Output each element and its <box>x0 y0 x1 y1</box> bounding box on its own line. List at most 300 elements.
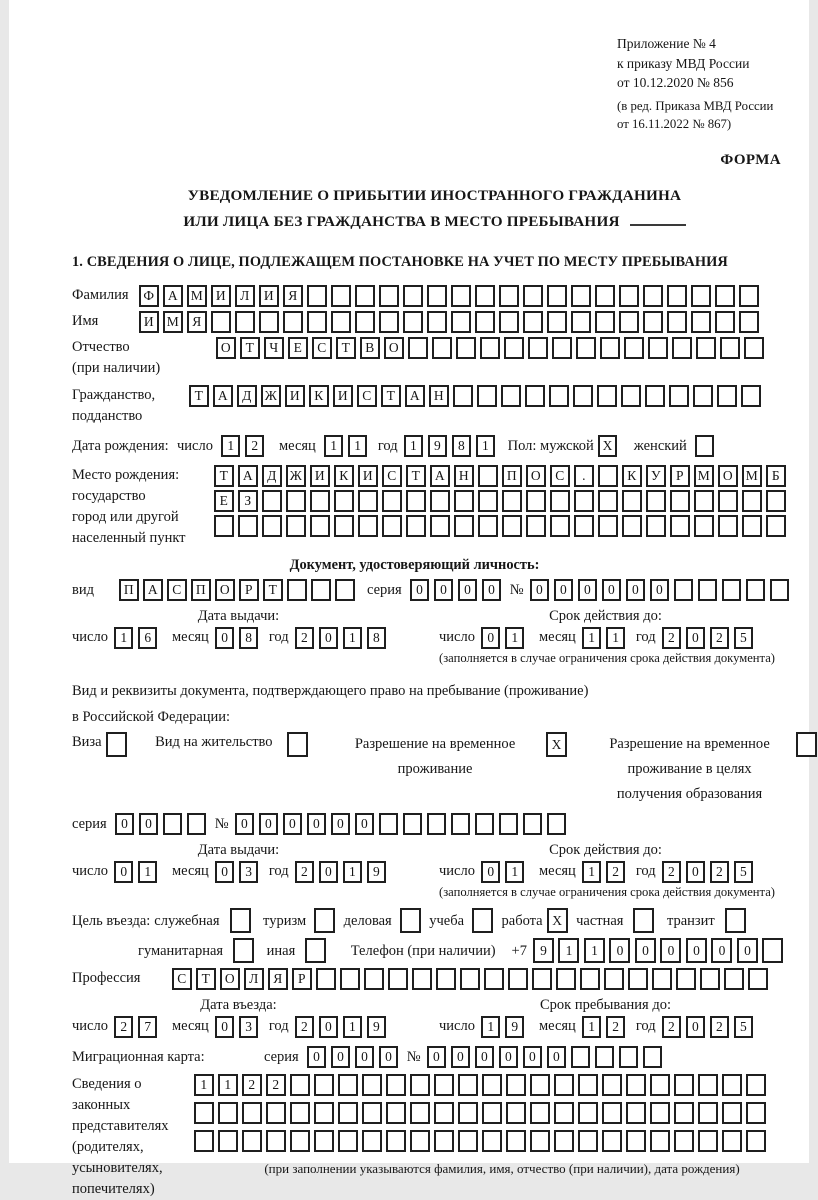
visa-checkbox[interactable] <box>106 732 132 757</box>
form-cell[interactable] <box>386 1102 406 1124</box>
form-cell[interactable] <box>362 1074 382 1096</box>
form-cell[interactable]: О <box>216 337 236 359</box>
form-cell[interactable]: 0 <box>139 813 159 835</box>
form-cell[interactable]: 8 <box>239 627 259 649</box>
form-cell[interactable]: Л <box>244 968 264 990</box>
form-cell[interactable] <box>408 337 428 359</box>
form-cell[interactable]: 1 <box>505 627 525 649</box>
form-cell[interactable]: 1 <box>582 627 602 649</box>
form-cell[interactable] <box>648 337 668 359</box>
form-cell[interactable]: 0 <box>711 938 732 963</box>
form-cell[interactable]: 1 <box>404 435 424 457</box>
form-cell[interactable] <box>266 1130 286 1152</box>
form-cell[interactable] <box>218 1102 238 1124</box>
doc-valid-year[interactable] <box>662 627 758 649</box>
form-cell[interactable]: 0 <box>331 813 351 835</box>
form-cell[interactable] <box>722 1102 742 1124</box>
form-cell[interactable]: И <box>211 285 231 307</box>
form-cell[interactable] <box>211 311 231 333</box>
form-cell[interactable]: 1 <box>582 861 602 883</box>
form-cell[interactable] <box>266 1102 286 1124</box>
form-cell[interactable] <box>739 311 759 333</box>
form-cell[interactable] <box>624 337 644 359</box>
form-cell[interactable] <box>230 908 251 933</box>
form-cell[interactable] <box>314 1102 334 1124</box>
form-cell[interactable] <box>523 311 543 333</box>
form-cell[interactable] <box>502 515 522 537</box>
form-cell[interactable]: 2 <box>295 861 315 883</box>
form-cell[interactable]: 5 <box>734 627 754 649</box>
form-cell[interactable] <box>187 813 207 835</box>
form-cell[interactable] <box>722 1130 742 1152</box>
form-cell[interactable] <box>672 337 692 359</box>
birthplace-row2[interactable] <box>214 490 790 512</box>
form-cell[interactable] <box>746 1074 766 1096</box>
form-cell[interactable] <box>530 1102 550 1124</box>
form-cell[interactable] <box>242 1102 262 1124</box>
form-cell[interactable] <box>478 490 498 512</box>
form-cell[interactable] <box>602 1130 622 1152</box>
form-cell[interactable] <box>427 311 447 333</box>
form-cell[interactable] <box>458 1074 478 1096</box>
form-cell[interactable] <box>571 1046 591 1068</box>
form-cell[interactable]: 1 <box>324 435 344 457</box>
form-cell[interactable] <box>403 813 423 835</box>
form-cell[interactable]: О <box>526 465 546 487</box>
form-cell[interactable] <box>386 1074 406 1096</box>
form-cell[interactable]: 9 <box>533 938 554 963</box>
entry-day[interactable] <box>114 1016 162 1038</box>
form-cell[interactable] <box>194 1102 214 1124</box>
form-cell[interactable] <box>550 490 570 512</box>
form-cell[interactable]: А <box>405 385 425 407</box>
form-cell[interactable]: Я <box>187 311 207 333</box>
permit-valid-year[interactable] <box>662 861 758 883</box>
form-cell[interactable] <box>741 385 761 407</box>
form-cell[interactable] <box>334 490 354 512</box>
permit-valid-day[interactable] <box>481 861 529 883</box>
form-cell[interactable] <box>283 311 303 333</box>
form-cell[interactable]: Р <box>670 465 690 487</box>
form-cell[interactable]: 0 <box>331 1046 351 1068</box>
form-cell[interactable] <box>235 311 255 333</box>
form-cell[interactable] <box>622 515 642 537</box>
form-cell[interactable]: 0 <box>686 1016 706 1038</box>
form-cell[interactable] <box>259 311 279 333</box>
form-cell[interactable]: И <box>310 465 330 487</box>
sex-male-checkbox[interactable] <box>598 435 622 457</box>
form-cell[interactable] <box>597 385 617 407</box>
form-cell[interactable]: 0 <box>355 813 375 835</box>
form-cell[interactable] <box>571 285 591 307</box>
form-cell[interactable]: 0 <box>650 579 670 601</box>
form-cell[interactable] <box>619 1046 639 1068</box>
form-cell[interactable] <box>549 385 569 407</box>
form-cell[interactable]: С <box>172 968 192 990</box>
citizenship-input[interactable] <box>189 385 765 407</box>
form-cell[interactable] <box>646 490 666 512</box>
birthplace-row1[interactable] <box>214 465 790 487</box>
form-cell[interactable] <box>406 515 426 537</box>
form-cell[interactable] <box>595 285 615 307</box>
form-cell[interactable] <box>523 285 543 307</box>
form-cell[interactable] <box>626 1074 646 1096</box>
form-cell[interactable]: 0 <box>523 1046 543 1068</box>
form-cell[interactable] <box>578 1102 598 1124</box>
form-cell[interactable] <box>410 1074 430 1096</box>
form-cell[interactable]: О <box>384 337 404 359</box>
form-cell[interactable]: 9 <box>505 1016 525 1038</box>
form-cell[interactable]: 8 <box>367 627 387 649</box>
form-cell[interactable]: Д <box>237 385 257 407</box>
form-cell[interactable]: 0 <box>530 579 550 601</box>
form-cell[interactable]: 1 <box>343 627 363 649</box>
form-cell[interactable]: 1 <box>582 1016 602 1038</box>
form-cell[interactable] <box>595 1046 615 1068</box>
form-cell[interactable] <box>523 813 543 835</box>
form-cell[interactable] <box>355 311 375 333</box>
form-cell[interactable] <box>796 732 817 757</box>
form-cell[interactable] <box>410 1102 430 1124</box>
form-cell[interactable]: 0 <box>578 579 598 601</box>
form-cell[interactable] <box>574 515 594 537</box>
form-cell[interactable] <box>482 1130 502 1152</box>
form-cell[interactable] <box>746 1130 766 1152</box>
form-cell[interactable] <box>338 1130 358 1152</box>
purpose-service-checkbox[interactable] <box>230 908 256 933</box>
form-cell[interactable]: 1 <box>221 435 241 457</box>
edu-permit-checkbox[interactable] <box>796 732 818 757</box>
form-cell[interactable] <box>598 490 618 512</box>
form-cell[interactable]: Ч <box>264 337 284 359</box>
stay-day[interactable] <box>481 1016 529 1038</box>
purpose-private-checkbox[interactable] <box>633 908 659 933</box>
form-cell[interactable]: Я <box>283 285 303 307</box>
form-cell[interactable]: 1 <box>114 627 134 649</box>
migration-number-input[interactable] <box>427 1046 667 1068</box>
form-cell[interactable]: З <box>238 490 258 512</box>
form-cell[interactable] <box>670 515 690 537</box>
form-cell[interactable] <box>526 515 546 537</box>
form-cell[interactable] <box>650 1130 670 1152</box>
form-cell[interactable]: 2 <box>710 627 730 649</box>
birth-day-input[interactable] <box>221 435 269 457</box>
form-cell[interactable] <box>358 515 378 537</box>
form-cell[interactable] <box>403 311 423 333</box>
form-cell[interactable] <box>742 490 762 512</box>
form-cell[interactable] <box>550 515 570 537</box>
patronymic-input[interactable] <box>216 337 768 359</box>
birth-year-input[interactable] <box>404 435 500 457</box>
permit-series-input[interactable] <box>115 813 211 835</box>
form-cell[interactable] <box>595 311 615 333</box>
form-cell[interactable] <box>526 490 546 512</box>
form-cell[interactable]: Р <box>292 968 312 990</box>
form-cell[interactable] <box>674 1102 694 1124</box>
form-cell[interactable]: Е <box>214 490 234 512</box>
form-cell[interactable]: Е <box>288 337 308 359</box>
form-cell[interactable] <box>214 515 234 537</box>
form-cell[interactable] <box>432 337 452 359</box>
surname-input[interactable] <box>139 285 763 307</box>
form-cell[interactable] <box>698 1130 718 1152</box>
form-cell[interactable] <box>746 1102 766 1124</box>
form-cell[interactable] <box>578 1074 598 1096</box>
form-cell[interactable] <box>674 579 694 601</box>
form-cell[interactable]: 0 <box>482 579 502 601</box>
form-cell[interactable] <box>717 385 737 407</box>
form-cell[interactable] <box>451 285 471 307</box>
stay-month[interactable] <box>582 1016 630 1038</box>
form-cell[interactable]: Т <box>189 385 209 407</box>
form-cell[interactable] <box>667 311 687 333</box>
form-cell[interactable] <box>388 968 408 990</box>
form-cell[interactable]: 0 <box>114 861 134 883</box>
doc-valid-month[interactable] <box>582 627 630 649</box>
form-cell[interactable]: 0 <box>307 813 327 835</box>
purpose-tourism-checkbox[interactable] <box>314 908 340 933</box>
form-cell[interactable] <box>504 337 524 359</box>
form-cell[interactable] <box>725 908 746 933</box>
form-cell[interactable] <box>695 435 715 457</box>
form-cell[interactable]: 5 <box>734 1016 754 1038</box>
form-cell[interactable]: П <box>119 579 139 601</box>
form-cell[interactable] <box>475 285 495 307</box>
form-cell[interactable] <box>218 1130 238 1152</box>
form-cell[interactable]: 0 <box>737 938 758 963</box>
form-cell[interactable] <box>434 1074 454 1096</box>
form-cell[interactable]: М <box>187 285 207 307</box>
form-cell[interactable]: В <box>360 337 380 359</box>
form-cell[interactable]: 0 <box>481 861 501 883</box>
form-cell[interactable] <box>700 968 720 990</box>
form-cell[interactable] <box>430 515 450 537</box>
form-cell[interactable]: 2 <box>710 1016 730 1038</box>
doc-series-input[interactable] <box>410 579 506 601</box>
form-cell[interactable] <box>578 1130 598 1152</box>
form-cell[interactable] <box>475 813 495 835</box>
form-cell[interactable]: Ж <box>261 385 281 407</box>
form-cell[interactable] <box>669 385 689 407</box>
form-cell[interactable] <box>403 285 423 307</box>
form-cell[interactable]: 0 <box>215 627 235 649</box>
form-cell[interactable] <box>571 311 591 333</box>
form-cell[interactable]: 0 <box>660 938 681 963</box>
form-cell[interactable]: 1 <box>348 435 368 457</box>
form-cell[interactable]: 1 <box>558 938 579 963</box>
form-cell[interactable]: 1 <box>476 435 496 457</box>
form-cell[interactable] <box>643 285 663 307</box>
form-cell[interactable] <box>499 285 519 307</box>
form-cell[interactable]: 1 <box>481 1016 501 1038</box>
form-cell[interactable] <box>650 1102 670 1124</box>
form-cell[interactable] <box>477 385 497 407</box>
form-cell[interactable]: 0 <box>283 813 303 835</box>
form-cell[interactable] <box>598 515 618 537</box>
purpose-study-checkbox[interactable] <box>472 908 498 933</box>
birthplace-row3[interactable] <box>214 515 790 537</box>
form-cell[interactable]: 0 <box>319 1016 339 1038</box>
form-cell[interactable]: 1 <box>218 1074 238 1096</box>
form-cell[interactable]: X <box>598 435 618 457</box>
form-cell[interactable]: И <box>139 311 159 333</box>
form-cell[interactable] <box>766 515 786 537</box>
form-cell[interactable]: 9 <box>367 861 387 883</box>
form-cell[interactable]: Т <box>381 385 401 407</box>
form-cell[interactable] <box>262 490 282 512</box>
form-cell[interactable]: 6 <box>138 627 158 649</box>
form-cell[interactable]: Т <box>263 579 283 601</box>
form-cell[interactable]: 0 <box>451 1046 471 1068</box>
form-cell[interactable] <box>331 311 351 333</box>
form-cell[interactable]: 3 <box>239 1016 259 1038</box>
form-cell[interactable]: 1 <box>505 861 525 883</box>
form-cell[interactable] <box>554 1074 574 1096</box>
form-cell[interactable] <box>676 968 696 990</box>
form-cell[interactable] <box>602 1102 622 1124</box>
entry-month[interactable] <box>215 1016 263 1038</box>
form-cell[interactable] <box>626 1130 646 1152</box>
form-cell[interactable] <box>358 490 378 512</box>
form-cell[interactable] <box>650 1074 670 1096</box>
form-cell[interactable] <box>696 337 716 359</box>
form-cell[interactable] <box>475 311 495 333</box>
form-cell[interactable] <box>554 1130 574 1152</box>
form-cell[interactable] <box>766 490 786 512</box>
form-cell[interactable]: А <box>163 285 183 307</box>
form-cell[interactable] <box>290 1102 310 1124</box>
form-cell[interactable] <box>501 385 521 407</box>
form-cell[interactable] <box>307 285 327 307</box>
form-cell[interactable]: 0 <box>319 627 339 649</box>
form-cell[interactable] <box>290 1074 310 1096</box>
form-cell[interactable] <box>430 490 450 512</box>
form-cell[interactable] <box>382 490 402 512</box>
form-cell[interactable] <box>310 515 330 537</box>
purpose-work-checkbox[interactable] <box>547 908 573 933</box>
form-cell[interactable] <box>362 1102 382 1124</box>
form-cell[interactable]: 2 <box>662 861 682 883</box>
form-cell[interactable] <box>770 579 790 601</box>
form-cell[interactable] <box>547 311 567 333</box>
form-cell[interactable] <box>720 337 740 359</box>
form-cell[interactable] <box>456 337 476 359</box>
form-cell[interactable] <box>508 968 528 990</box>
form-cell[interactable]: Т <box>240 337 260 359</box>
form-cell[interactable] <box>238 515 258 537</box>
form-cell[interactable]: 1 <box>584 938 605 963</box>
form-cell[interactable]: К <box>622 465 642 487</box>
form-cell[interactable]: 0 <box>379 1046 399 1068</box>
form-cell[interactable] <box>427 813 447 835</box>
form-cell[interactable]: А <box>430 465 450 487</box>
form-cell[interactable]: 0 <box>481 627 501 649</box>
form-cell[interactable] <box>451 813 471 835</box>
form-cell[interactable] <box>698 579 718 601</box>
form-cell[interactable] <box>573 385 593 407</box>
temp-permit-checkbox[interactable] <box>546 732 572 757</box>
form-cell[interactable] <box>698 1074 718 1096</box>
form-cell[interactable] <box>307 311 327 333</box>
form-cell[interactable] <box>691 285 711 307</box>
form-cell[interactable]: Д <box>262 465 282 487</box>
form-cell[interactable] <box>460 968 480 990</box>
purpose-business-checkbox[interactable] <box>400 908 426 933</box>
form-cell[interactable] <box>739 285 759 307</box>
form-cell[interactable] <box>633 908 654 933</box>
form-cell[interactable] <box>262 515 282 537</box>
form-cell[interactable] <box>386 1130 406 1152</box>
form-cell[interactable] <box>619 285 639 307</box>
form-cell[interactable]: 0 <box>307 1046 327 1068</box>
form-cell[interactable] <box>478 465 498 487</box>
form-cell[interactable]: О <box>215 579 235 601</box>
form-cell[interactable]: 1 <box>606 627 626 649</box>
form-cell[interactable]: 0 <box>427 1046 447 1068</box>
form-cell[interactable] <box>106 732 127 757</box>
form-cell[interactable] <box>355 285 375 307</box>
form-cell[interactable]: М <box>163 311 183 333</box>
form-cell[interactable] <box>314 1130 334 1152</box>
form-cell[interactable]: К <box>309 385 329 407</box>
form-cell[interactable]: 0 <box>602 579 622 601</box>
permit-valid-month[interactable] <box>582 861 630 883</box>
form-cell[interactable]: С <box>550 465 570 487</box>
doc-issue-month[interactable] <box>215 627 263 649</box>
form-cell[interactable] <box>379 285 399 307</box>
form-cell[interactable]: 0 <box>410 579 430 601</box>
form-cell[interactable] <box>698 1102 718 1124</box>
form-cell[interactable] <box>547 813 567 835</box>
form-cell[interactable] <box>552 337 572 359</box>
form-cell[interactable] <box>652 968 672 990</box>
form-cell[interactable]: Т <box>336 337 356 359</box>
form-cell[interactable]: 0 <box>686 861 706 883</box>
entry-year[interactable] <box>295 1016 391 1038</box>
form-cell[interactable]: А <box>213 385 233 407</box>
form-cell[interactable]: 2 <box>662 1016 682 1038</box>
form-cell[interactable] <box>718 490 738 512</box>
form-cell[interactable]: 0 <box>434 579 454 601</box>
doc-issue-day[interactable] <box>114 627 162 649</box>
form-cell[interactable] <box>715 311 735 333</box>
form-cell[interactable]: С <box>382 465 402 487</box>
form-cell[interactable] <box>602 1074 622 1096</box>
form-cell[interactable] <box>691 311 711 333</box>
form-cell[interactable]: Ж <box>286 465 306 487</box>
form-cell[interactable]: 9 <box>428 435 448 457</box>
form-cell[interactable]: Б <box>766 465 786 487</box>
form-cell[interactable] <box>316 968 336 990</box>
form-cell[interactable] <box>525 385 545 407</box>
form-cell[interactable] <box>762 938 783 963</box>
birth-month-input[interactable] <box>324 435 372 457</box>
form-cell[interactable] <box>233 938 254 963</box>
form-cell[interactable]: 2 <box>242 1074 262 1096</box>
form-cell[interactable]: С <box>357 385 377 407</box>
form-cell[interactable]: X <box>546 732 567 757</box>
form-cell[interactable]: О <box>718 465 738 487</box>
form-cell[interactable]: Т <box>406 465 426 487</box>
form-cell[interactable] <box>722 579 742 601</box>
form-cell[interactable] <box>286 515 306 537</box>
representatives-row1[interactable] <box>194 1074 772 1096</box>
form-cell[interactable]: 2 <box>662 627 682 649</box>
form-cell[interactable] <box>163 813 183 835</box>
form-cell[interactable]: М <box>742 465 762 487</box>
form-cell[interactable] <box>305 938 326 963</box>
form-cell[interactable] <box>556 968 576 990</box>
